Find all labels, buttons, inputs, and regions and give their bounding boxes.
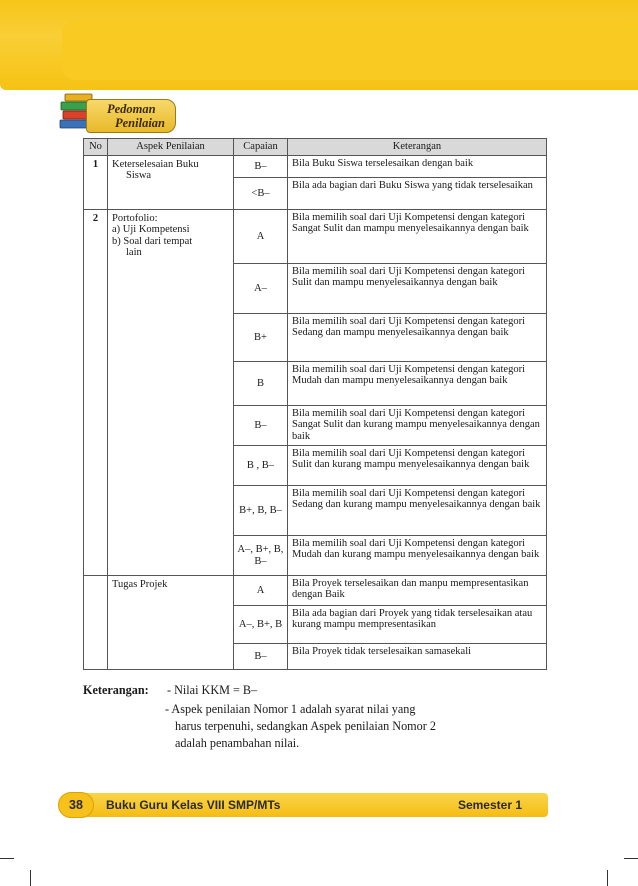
capaian-cell: A [234, 210, 288, 264]
capaian-cell: A– [234, 264, 288, 314]
capaian-cell: B– [234, 156, 288, 178]
book-title: Buku Guru Kelas VIII SMP/MTs [106, 798, 281, 812]
capaian-cell: A–, B+, B, B– [234, 536, 288, 576]
crop-mark [607, 870, 608, 886]
keterangan-cell: Bila memilih soal dari Uji Kompetensi dengan kategori Sedang dan mampu menyelesaikannya dengan baik [288, 314, 547, 362]
keterangan-cell: Bila ada bagian dari Proyek yang tidak terselesaikan atau kurang mampu mempresentasikan [288, 606, 547, 644]
header-band-inner [62, 20, 638, 80]
crop-mark [30, 870, 31, 886]
header-no: No [84, 139, 108, 156]
table-header-row [84, 139, 547, 156]
keterangan-cell: Bila ada bagian dari Buku Siswa yang tidak terselesaikan [288, 178, 547, 210]
note-item: - Nilai KKM = B– [167, 683, 258, 697]
badge-line1: Pedoman [107, 102, 156, 116]
crop-mark [0, 858, 14, 859]
keterangan-cell: Bila memilih soal dari Uji Kompetensi dengan kategori Sulit dan kurang mampu menyelesaikannya dengan baik [288, 446, 547, 486]
page-number: 38 [58, 792, 94, 818]
table-row [84, 156, 547, 178]
aspek-text: lain [126, 247, 142, 259]
header-keterangan: Keterangan [288, 139, 547, 156]
aspek-text: b) Soal dari tempat [112, 235, 193, 247]
page-footer [60, 793, 548, 817]
keterangan-cell: Bila Proyek tidak terselesaikan samasekali [288, 644, 547, 670]
assessment-table [83, 138, 547, 670]
aspek-text: Keterselesaian Buku [112, 159, 199, 170]
aspek-text: Siswa [126, 170, 152, 182]
aspek-text: Portofolio: [112, 213, 158, 224]
capaian-cell: A–, B+, B [234, 606, 288, 644]
note-item: adalah penambahan nilai. [175, 736, 300, 750]
capaian-cell: <B– [234, 178, 288, 210]
capaian-cell: B– [234, 406, 288, 446]
note-row [83, 701, 553, 752]
keterangan-note [83, 682, 553, 752]
aspek-cell [108, 156, 234, 210]
note-item: harus terpenuhi, sedangkan Aspek penilaian Nomor 2 [175, 719, 436, 733]
crop-mark [624, 858, 638, 859]
capaian-cell: B– [234, 644, 288, 670]
keterangan-cell: Bila Proyek terselesaikan dan manpu mempresentasikan dengan Baik [288, 576, 547, 606]
badge-line2: Penilaian [115, 116, 166, 130]
keterangan-cell: Bila memilih soal dari Uji Kompetensi dengan kategori Sangat Sulit dan mampu menyelesaikannya dengan baik [288, 210, 547, 264]
header-capaian: Capaian [234, 139, 288, 156]
keterangan-cell: Bila memilih soal dari Uji Kompetensi dengan kategori Sulit dan mampu menyelesaikannya dengan baik [288, 264, 547, 314]
capaian-cell: A [234, 576, 288, 606]
header-band [0, 0, 638, 90]
capaian-cell: B+, B, B– [234, 486, 288, 536]
aspek-text: a) Uji Kompetensi [112, 224, 190, 236]
table-row [84, 576, 547, 606]
row-number: 1 [84, 156, 108, 210]
note-item: - Aspek penilaian Nomor 1 adalah syarat nilai yang [165, 702, 416, 716]
keterangan-cell: Bila memilih soal dari Uji Kompetensi dengan kategori Sedang dan kurang mampu menyelesaikannya dengan baik [288, 486, 547, 536]
keterangan-cell: Bila memilih soal dari Uji Kompetensi dengan kategori Sangat Sulit dan kurang mampu menyelesaikannya dengan baik [288, 406, 547, 446]
note-row [83, 682, 553, 699]
pedoman-penilaian-badge [58, 90, 178, 136]
semester-label: Semester 1 [457, 798, 522, 812]
badge-label [86, 99, 176, 133]
row-number-empty [84, 576, 108, 670]
keterangan-cell: Bila memilih soal dari Uji Kompetensi dengan kategori Mudah dan kurang mampu menyelesaikannya dengan baik [288, 536, 547, 576]
keterangan-cell: Bila Buku Siswa terselesaikan dengan baik [288, 156, 547, 178]
aspek-cell [108, 210, 234, 576]
note-label: Keterangan: [83, 683, 149, 697]
aspek-cell: Tugas Projek [108, 576, 234, 670]
header-aspek: Aspek Penilaian [108, 139, 234, 156]
keterangan-cell: Bila memilih soal dari Uji Kompetensi dengan kategori Mudah dan mampu menyelesaikannya dengan baik [288, 362, 547, 406]
capaian-cell: B+ [234, 314, 288, 362]
capaian-cell: B [234, 362, 288, 406]
capaian-cell: B , B– [234, 446, 288, 486]
row-number: 2 [84, 210, 108, 576]
table-row [84, 210, 547, 264]
